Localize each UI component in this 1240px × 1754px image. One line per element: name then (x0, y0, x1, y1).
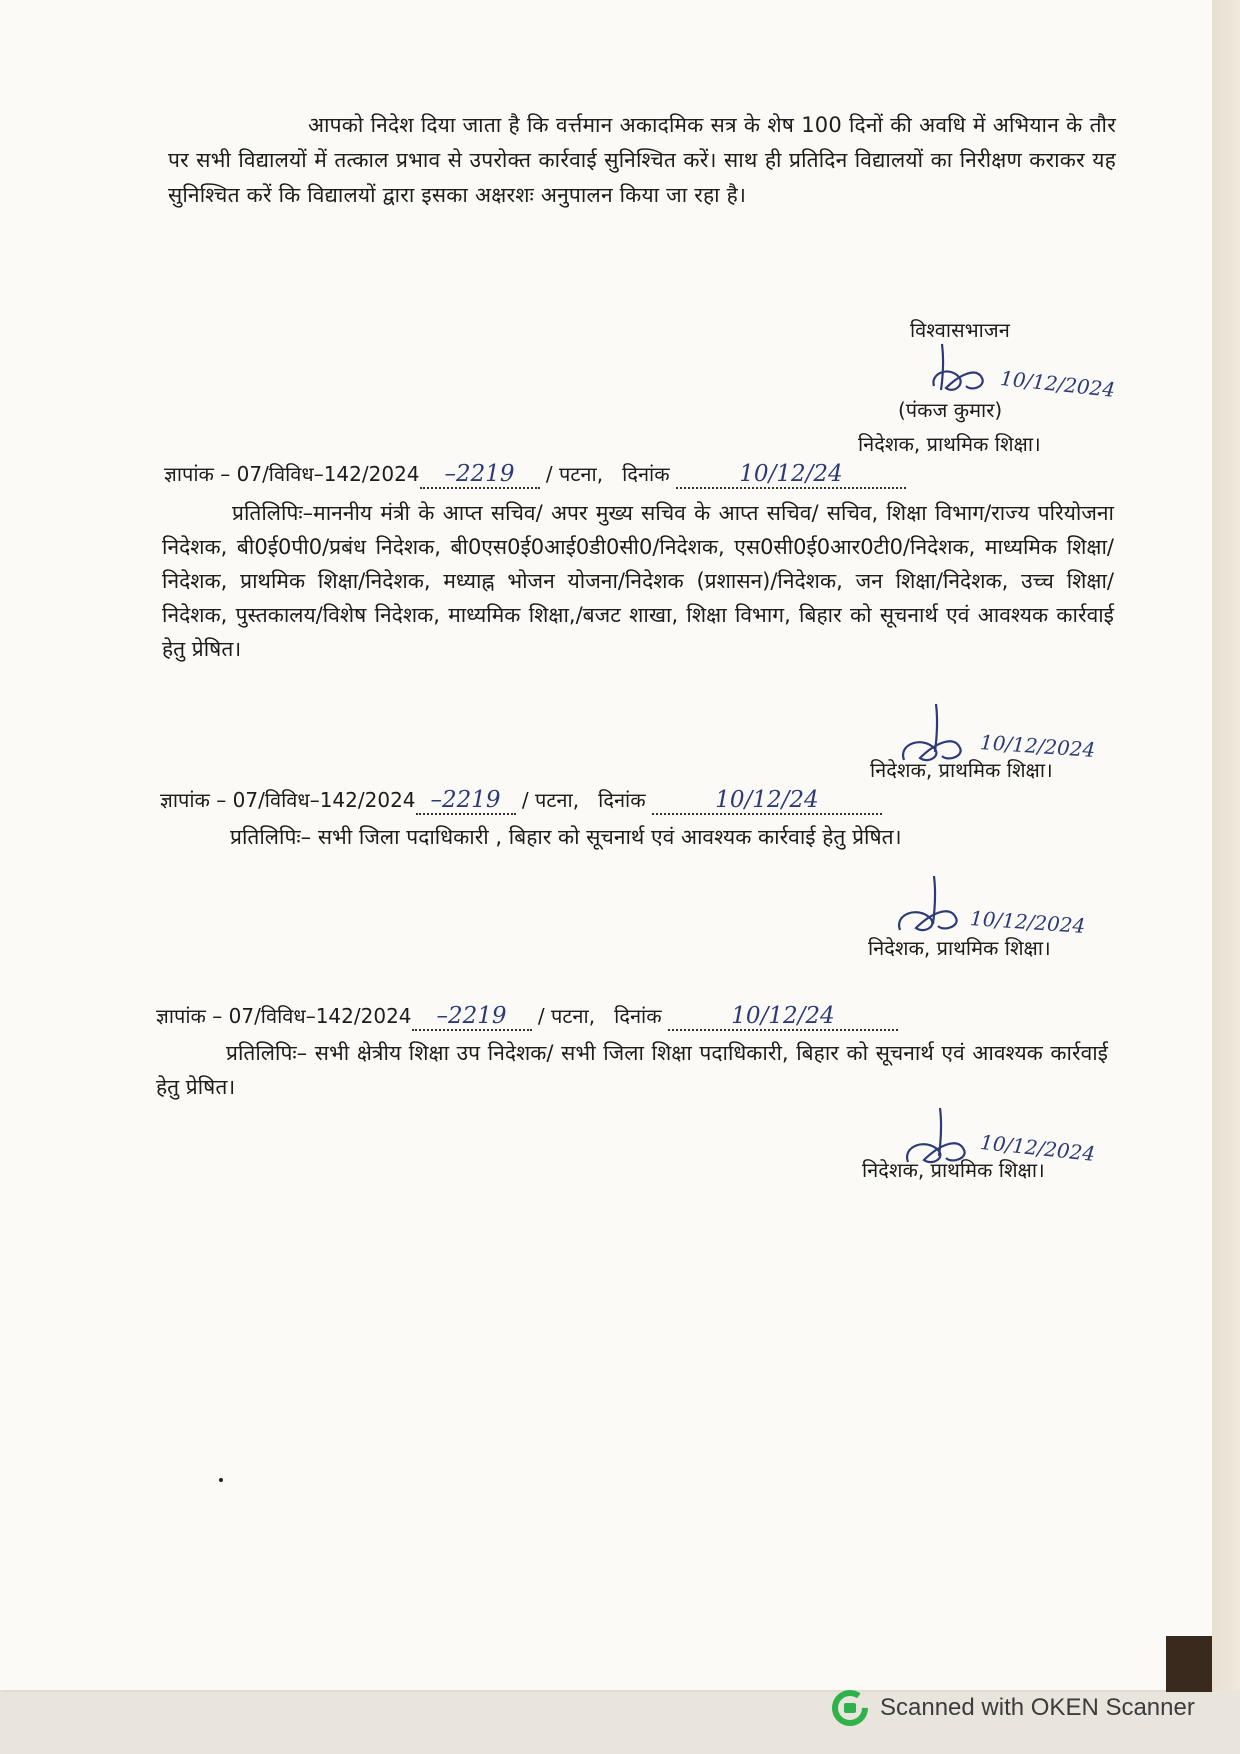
signature-date-2: 10/12/2024 (979, 730, 1096, 762)
page-edge (1212, 0, 1240, 1690)
memo-reference-1 (164, 460, 906, 489)
memo-copy-text: प्रतिलिपिः– सभी क्षेत्रीय शिक्षा उप निदेशक/ सभी जिला शिक्षा पदाधिकारी, बिहार को सूचनार्थ एवं आवश्यक कार्रवाई हेतु प्रेषित। (156, 1041, 1108, 1099)
scanner-watermark-text: Scanned with OKEN Scanner (880, 1694, 1195, 1721)
signature-date-1: 10/12/2024 (999, 366, 1117, 402)
memo-place: / पटना, (545, 462, 604, 486)
memo-number-handwritten: –2219 (430, 787, 501, 813)
memo-copy-text: प्रतिलिपिः– सभी जिला पदाधिकारी , बिहार को सूचनार्थ एवं आवश्यक कार्रवाई हेतु प्रेषित। (230, 825, 902, 849)
signature-date-3: 10/12/2024 (969, 906, 1086, 938)
memo-reference-3 (156, 1002, 898, 1031)
memo-copy-text: प्रतिलिपिः–माननीय मंत्री के आप्त सचिव/ अपर मुख्य सचिव के आप्त सचिव/ सचिव, शिक्षा विभाग/राज्य परियोजना निदेशक, बी0ई0पी0/प्रबंध निदेशक, बी0एस0ई0आई0डी0सी0/निदेशक, एस0सी0ई0आर0टी0/निदेशक, माध्यमिक शिक्षा/निदेशक, प्राथमिक शिक्षा/निदेशक, मध्याह्न भोजन योजना/निदेशक (प्रशासन)/निदेशक, जन शिक्षा/निदेशक, उच्च शिक्षा/निदेशक, पुस्तकालय/विशेष निदेशक, माध्यमिक शिक्षा,/बजट शाखा, शिक्षा विभाग, बिहार को सूचनार्थ एवं आवश्यक कार्रवाई हेतु प्रेषित। (162, 501, 1114, 661)
memo-date-label: दिनांक (614, 1004, 662, 1028)
memo-copy-2 (160, 820, 1112, 854)
memo-copy-3 (156, 1036, 1108, 1104)
letter-paragraph (168, 108, 1116, 213)
memo-number-handwritten: –2219 (436, 1003, 507, 1029)
memo-reference-2 (160, 786, 882, 815)
memo-date-label: दिनांक (598, 788, 646, 812)
memo-date-handwritten: 10/12/24 (715, 787, 819, 813)
letter-closing: विश्वासभाजन (910, 318, 1010, 342)
handwritten-signature-3 (890, 872, 980, 942)
signatory-designation: निदेशक, प्राथमिक शिक्षा। (858, 432, 1041, 456)
letter-paragraph-text: आपको निदेश दिया जाता है कि वर्त्तमान अकादमिक सत्र के शेष 100 दिनों की अवधि में अभियान के तौर पर सभी विद्यालयों में तत्काल प्रभाव से उपरोक्त कार्रवाई सुनिश्चित करें। साथ ही प्रतिदिन विद्यालयों का निरीक्षण कराकर यह सुनिश्चित करें कि विद्यालयों द्वारा इसका अक्षरशः अनुपालन किया जा रहा है। (168, 113, 1116, 207)
signature-date-4: 10/12/2024 (979, 1130, 1097, 1166)
signatory-name: (पंकज कुमार) (898, 398, 1003, 422)
memo-designation-2: निदेशक, प्राथमिक शिक्षा। (868, 936, 1051, 960)
scanner-footer (830, 1688, 1195, 1728)
scan-edge-shadow (1166, 1636, 1212, 1692)
memo-number-handwritten: –2219 (444, 461, 515, 487)
memo-date-label: दिनांक (622, 462, 670, 486)
memo-copy-1 (162, 496, 1114, 666)
memo-number-label: ज्ञापांक – 07/विविध–142/2024 (164, 462, 420, 486)
oken-scanner-logo-icon (830, 1688, 870, 1728)
memo-number-label: ज्ञापांक – 07/विविध–142/2024 (156, 1004, 412, 1028)
memo-place: / पटना, (521, 788, 580, 812)
stray-mark (219, 1478, 223, 1482)
memo-date-handwritten: 10/12/24 (731, 1003, 835, 1029)
memo-number-label: ज्ञापांक – 07/विविध–142/2024 (160, 788, 416, 812)
memo-designation-1: निदेशक, प्राथमिक शिक्षा। (870, 758, 1053, 782)
memo-date-handwritten: 10/12/24 (739, 461, 843, 487)
memo-place: / पटना, (537, 1004, 596, 1028)
memo-designation-3: निदेशक, प्राथमिक शिक्षा। (862, 1158, 1045, 1182)
